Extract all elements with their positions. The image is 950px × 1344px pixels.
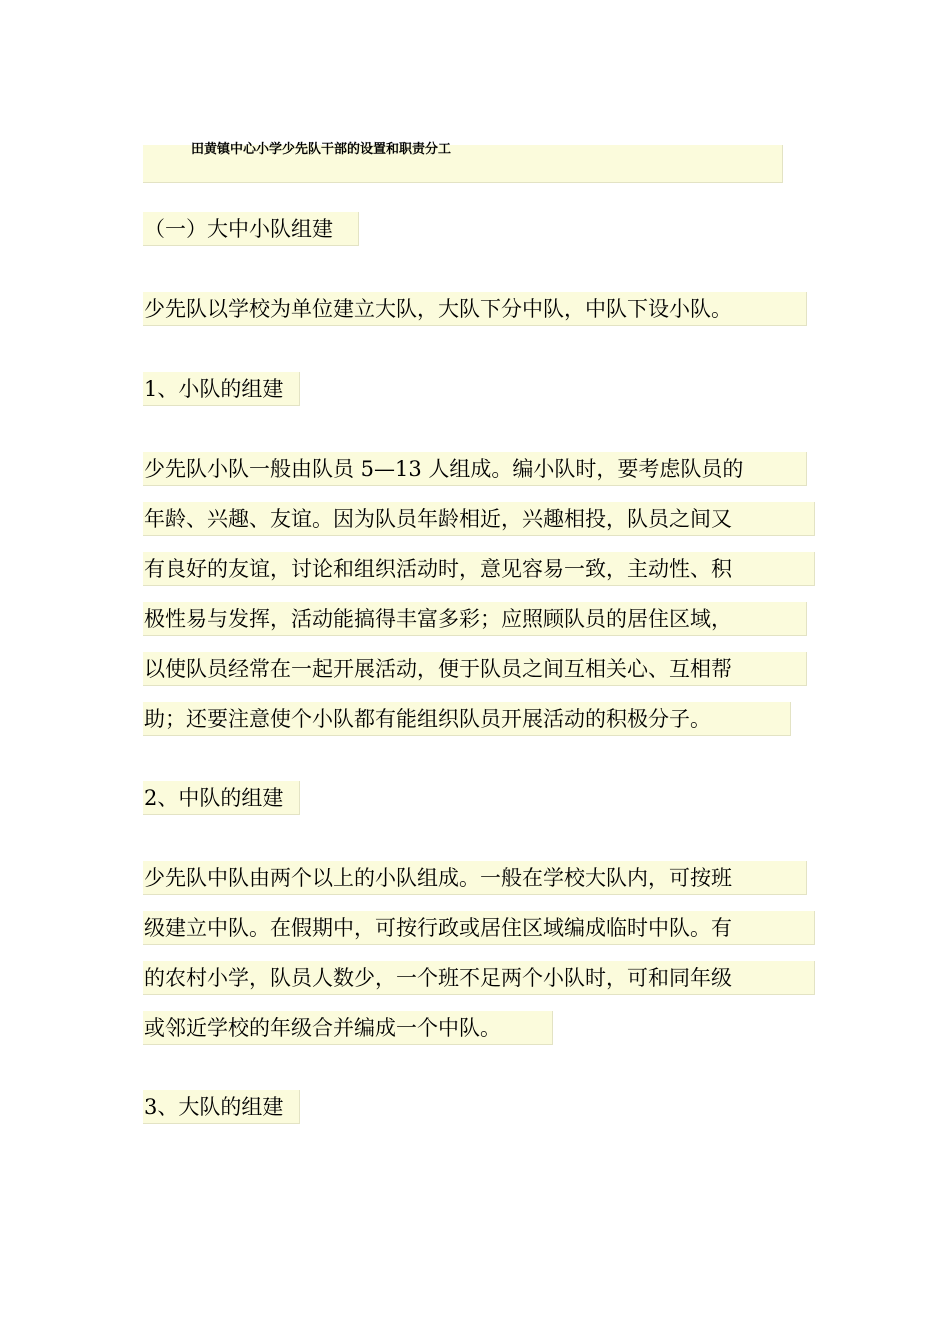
paragraph-line: 级建立中队。在假期中，可按行政或居住区域编成临时中队。有 xyxy=(143,911,815,945)
subsection-heading-3: 3、大队的组建 xyxy=(143,1090,300,1124)
paragraph-line: 极性易与发挥，活动能搞得丰富多彩；应照顾队员的居住区域， xyxy=(143,602,807,636)
paragraph-line: 或邻近学校的年级合并编成一个中队。 xyxy=(143,1011,553,1045)
paragraph-line: 年龄、兴趣、友谊。因为队员年龄相近，兴趣相投，队员之间又 xyxy=(143,502,815,536)
paragraph-line: 助；还要注意使个小队都有能组织队员开展活动的积极分子。 xyxy=(143,702,791,736)
title-box xyxy=(143,142,783,183)
subsection-heading-1: 1、小队的组建 xyxy=(143,372,300,406)
intro-paragraph: 少先队以学校为单位建立大队，大队下分中队，中队下设小队。 xyxy=(143,292,807,326)
subsection-heading-2: 2、中队的组建 xyxy=(143,781,300,815)
section-heading: （一）大中小队组建 xyxy=(143,212,359,246)
paragraph-line: 少先队小队一般由队员 5—13 人组成。编小队时，要考虑队员的 xyxy=(143,452,807,486)
paragraph-line: 以使队员经常在一起开展活动，便于队员之间互相关心、互相帮 xyxy=(143,652,807,686)
paragraph-line: 少先队中队由两个以上的小队组成。一般在学校大队内，可按班 xyxy=(143,861,807,895)
paragraph-line: 有良好的友谊，讨论和组织活动时，意见容易一致，主动性、积 xyxy=(143,552,815,586)
paragraph-line: 的农村小学，队员人数少，一个班不足两个小队时，可和同年级 xyxy=(143,961,815,995)
document-title: 田黄镇中心小学少先队干部的设置和职责分工 xyxy=(191,142,452,157)
